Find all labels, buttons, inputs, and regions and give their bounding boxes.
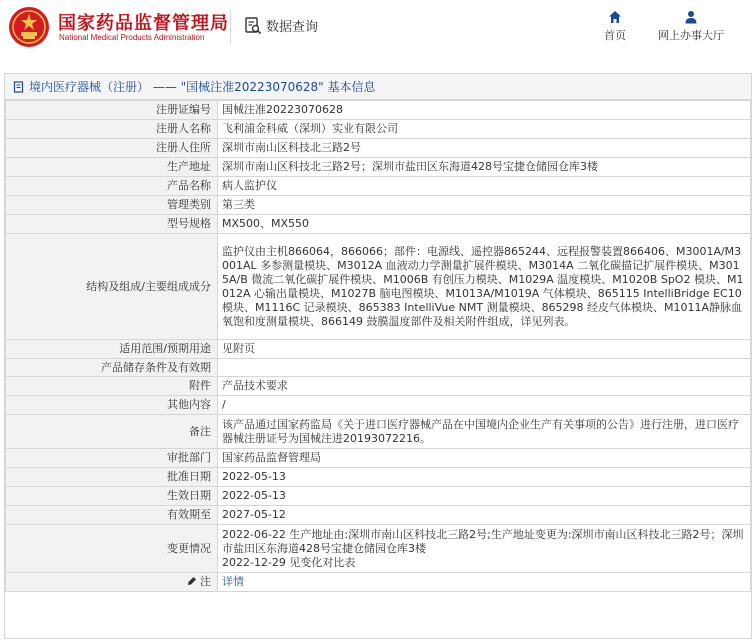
nav-home-label: 首页 — [604, 29, 626, 42]
row-label: 管理类别 — [6, 196, 218, 215]
row-label: 注册人住所 — [6, 139, 218, 158]
row-value: 国械注准20223070628 — [218, 101, 751, 120]
table-row — [6, 468, 751, 487]
site-header — [0, 0, 756, 56]
row-label: 生产地址 — [6, 158, 218, 177]
row-label: 产品名称 — [6, 177, 218, 196]
panel-title: 境内医疗器械（注册） —— "国械注准20223070628" 基本信息 — [29, 80, 376, 94]
row-label: 注册人名称 — [6, 120, 218, 139]
row-value: MX500、MX550 — [218, 215, 751, 234]
data-query-label: 数据查询 — [266, 20, 319, 35]
table-row — [6, 234, 751, 340]
table-row — [6, 177, 751, 196]
note-icon — [187, 576, 197, 586]
row-value: 2022-05-13 — [218, 487, 751, 506]
row-value: 第三类 — [218, 196, 751, 215]
row-value — [218, 359, 751, 377]
registration-info-table — [5, 100, 751, 592]
row-value: 2022-05-13 — [218, 468, 751, 487]
row-value: 2027-05-12 — [218, 506, 751, 525]
site-logo-text: 国家药品监督管理局 — [58, 13, 229, 34]
nav-online-hall-label: 网上办事大厅 — [658, 29, 724, 42]
table-row — [6, 139, 751, 158]
row-value: 深圳市南山区科技北三路2号；深圳市盐田区东海道428号宝捷仓储园仓库3楼 — [218, 158, 751, 177]
table-row — [6, 573, 751, 592]
row-label: 注册证编号 — [6, 101, 218, 120]
table-row — [6, 377, 751, 396]
change-line: 2022-06-22 生产地址由:深圳市南山区科技北三路2号;生产地址变更为:深圳市南山区科技北三路2号；深圳市盐田区东海道428号宝捷仓储园仓库3楼 — [222, 527, 744, 555]
note-label: 注 — [200, 575, 211, 588]
row-label: 适用范围/预期用途 — [6, 340, 218, 359]
table-row — [6, 487, 751, 506]
header-divider — [230, 10, 231, 44]
row-label: 变更情况 — [6, 525, 218, 573]
row-value: 飞利浦金科威（深圳）实业有限公司 — [218, 120, 751, 139]
row-label: 审批部门 — [6, 449, 218, 468]
table-row — [6, 340, 751, 359]
person-icon — [684, 10, 698, 24]
table-row — [6, 196, 751, 215]
table-row — [6, 215, 751, 234]
table-row — [6, 158, 751, 177]
row-label: 备注 — [6, 415, 218, 449]
row-value: 该产品通过国家药监局《关于进口医疗器械产品在中国境内企业生产有关事项的公告》进行注册，进口医疗器械注册证号为国械注进20193072216。 — [218, 415, 751, 449]
table-row — [6, 120, 751, 139]
table-row — [6, 396, 751, 415]
detail-panel — [4, 73, 752, 639]
row-label: 结构及组成/主要组成成分 — [6, 234, 218, 340]
nav-online-hall[interactable] — [658, 10, 724, 43]
nav-home[interactable] — [604, 10, 626, 43]
home-icon — [608, 10, 622, 24]
row-value: / — [218, 396, 751, 415]
change-line: 2022-12-29 见变化对比表 — [222, 555, 356, 569]
table-row — [6, 506, 751, 525]
row-value: 产品技术要求 — [218, 377, 751, 396]
row-value: 监护仪由主机866064，866066；部件：电源线、遥控器865244、远程报警装置866406、M3001A/M3001AL 多参测量模块、M3012A 血液动力学测量扩展件模块、M3014A 二氧化碳描记扩展件模块、M3015A/B 微流二氧化碳扩展件模块、M1006B 有创压力模块、M1029A 温度模块、M1020B SpO2 模块、M1012A 心输出量模块、M1027B 脑电图模块、M1013A/M1019A 气体模块、865115 IntelliBridge EC10 模块、M1116C 记录模块、865383 IntelliVue NMT 测量模块、865298 经皮气体模块、M1011A静脉血氧饱和度测量模块、866149 鼓膜温度部件及相关附件组成，详见列表。 — [218, 234, 751, 340]
details-link[interactable]: 详情 — [222, 575, 244, 588]
row-label: 有效期至 — [6, 506, 218, 525]
panel-title-bar — [5, 74, 751, 100]
site-logo-english: National Medical Products Administration — [59, 33, 205, 42]
national-emblem-icon — [8, 6, 50, 48]
table-row — [6, 525, 751, 573]
row-value: 国家药品监督管理局 — [218, 449, 751, 468]
row-label: 附件 — [6, 377, 218, 396]
row-label — [6, 573, 218, 592]
row-label: 其他内容 — [6, 396, 218, 415]
table-row — [6, 415, 751, 449]
row-label: 生效日期 — [6, 487, 218, 506]
row-label: 型号规格 — [6, 215, 218, 234]
row-value: 病人监护仪 — [218, 177, 751, 196]
row-label: 产品储存条件及有效期 — [6, 359, 218, 377]
row-value — [218, 573, 751, 592]
row-value: 深圳市南山区科技北三路2号 — [218, 139, 751, 158]
search-document-icon — [244, 17, 262, 35]
table-row — [6, 101, 751, 120]
row-label: 批准日期 — [6, 468, 218, 487]
row-value: 见附页 — [218, 340, 751, 359]
table-row — [6, 449, 751, 468]
document-icon — [13, 81, 25, 93]
data-query-link[interactable] — [244, 16, 318, 35]
row-value — [218, 525, 751, 573]
table-row — [6, 359, 751, 377]
